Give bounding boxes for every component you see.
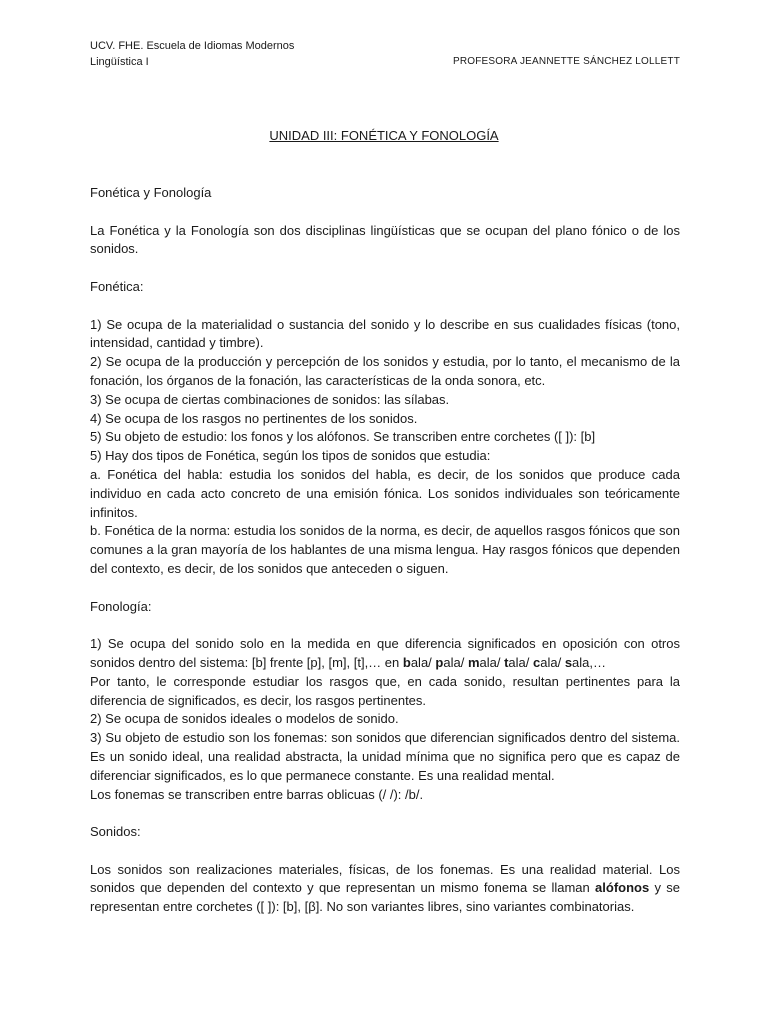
fonologia-heading: Fonología: (90, 598, 152, 614)
intro-paragraph: La Fonética y la Fonología son dos disciplinas lingüísticas que se ocupan del plano fónico o de los sonidos. (90, 222, 680, 257)
fonologia-item-1 (90, 635, 680, 673)
fonetica-item: a. Fonética del habla: estudia los sonidos del habla, es decir, de los sonidos que produce cada individuo en cada acto concreto de una emisión fónica. Los sonidos individuales son teóricamente infinitos. (90, 466, 680, 520)
fonetica-item: 5) Su objeto de estudio: los fonos y los alófonos. Se transcriben entre corchetes ([ ]): [b] (90, 429, 596, 445)
example-word-rest: ala/ (479, 654, 505, 670)
example-word-initial: c (533, 654, 541, 670)
intro-heading: Fonética y Fonología (90, 185, 212, 200)
fonologia-item: 3) Su objeto de estudio son los fonemas: son sonidos que diferencian significados dentro del sistema. Es un sonido ideal, una realidad abstracta, la unidad mínima que no significa pero que es capaz de diferenciar significados, es lo que permanece constante. Es una realidad mental. (90, 730, 680, 783)
fonetica-item: 3) Se ocupa de ciertas combinaciones de sonidos: las sílabas. (90, 391, 450, 407)
document-body (90, 184, 680, 917)
fonetica-item: 2) Se ocupa de la producción y percepción de los sonidos y estudia, por lo tanto, el mecanismo de la fonación, los órganos de la fonación, las características de la onda sonora, etc. (90, 354, 680, 388)
example-word-initial: s (564, 654, 573, 670)
example-word-rest: ala/ (508, 654, 533, 670)
example-word-rest: ala/ (443, 654, 468, 670)
sonidos-bold-term: alófonos (595, 880, 650, 896)
example-word-initial: t (504, 654, 509, 670)
fonologia-item: 2) Se ocupa de sonidos ideales o modelos de sonido. (90, 711, 399, 727)
fonetica-item: 4) Se ocupa de los rasgos no pertinentes de los sonidos. (90, 410, 418, 426)
header-left (90, 38, 294, 70)
example-word-rest: ala,… (572, 654, 607, 670)
example-word-initial: b (402, 654, 411, 670)
example-word-initial: p (435, 654, 444, 670)
header-institution: UCV. FHE. Escuela de Idiomas Modernos (90, 40, 295, 52)
page-title: UNIDAD III: FONÉTICA Y FONOLOGÍA (269, 128, 499, 143)
fonetica-heading: Fonética: (90, 278, 144, 294)
fonetica-item: b. Fonética de la norma: estudia los sonidos de la norma, es decir, de aquellos rasgos fónicos que son comunes a la gran mayoría de los hablantes de una misma lengua. Hay rasgos fónicos que dependen del contexto, es decir, de los sonidos que anteceden o siguen. (90, 523, 680, 576)
sonidos-text-after: y se representan entre corchetes ([ ]): [b], [β]. No son variantes libres, sino variantes combinatorias. (90, 880, 680, 915)
fonetica-item: 1) Se ocupa de la materialidad o sustancia del sonido y lo describe en sus cualidades físicas (tono, intensidad, cantidad y timbre). (90, 316, 680, 351)
header-course: Lingüística I (90, 56, 149, 68)
sonidos-heading: Sonidos: (90, 824, 141, 840)
fonologia-item: Los fonemas se transcriben entre barras oblicuas (/ /): /b/. (90, 786, 424, 802)
fonologia-item: Por tanto, le corresponde estudiar los rasgos que, en cada sonido, resultan pertinentes para la diferencia de significados, es decir, los rasgos pertinentes. (90, 673, 680, 708)
example-word-rest: ala/ (410, 654, 436, 670)
example-word-initial: m (467, 654, 480, 670)
sonidos-paragraph (90, 861, 680, 917)
fonologia-item-1-text: 1) Se ocupa del sonido solo en la medida en que diferencia significados en oposición con otros sonidos dentro del sistema: [b] frente [p], [m], [t],… en (90, 636, 680, 670)
header-professor: PROFESORA JEANNETTE SÁNCHEZ LOLLETT (452, 56, 680, 67)
fonetica-item: 5) Hay dos tipos de Fonética, según los tipos de sonidos que estudia: (90, 448, 491, 464)
sonidos-text-before: Los sonidos son realizaciones materiales, físicas, de los fonemas. Es una realidad material. Los sonidos que dependen del contexto y que representan un mismo fonema se llaman (90, 861, 680, 896)
example-word-rest: ala/ (540, 654, 565, 670)
